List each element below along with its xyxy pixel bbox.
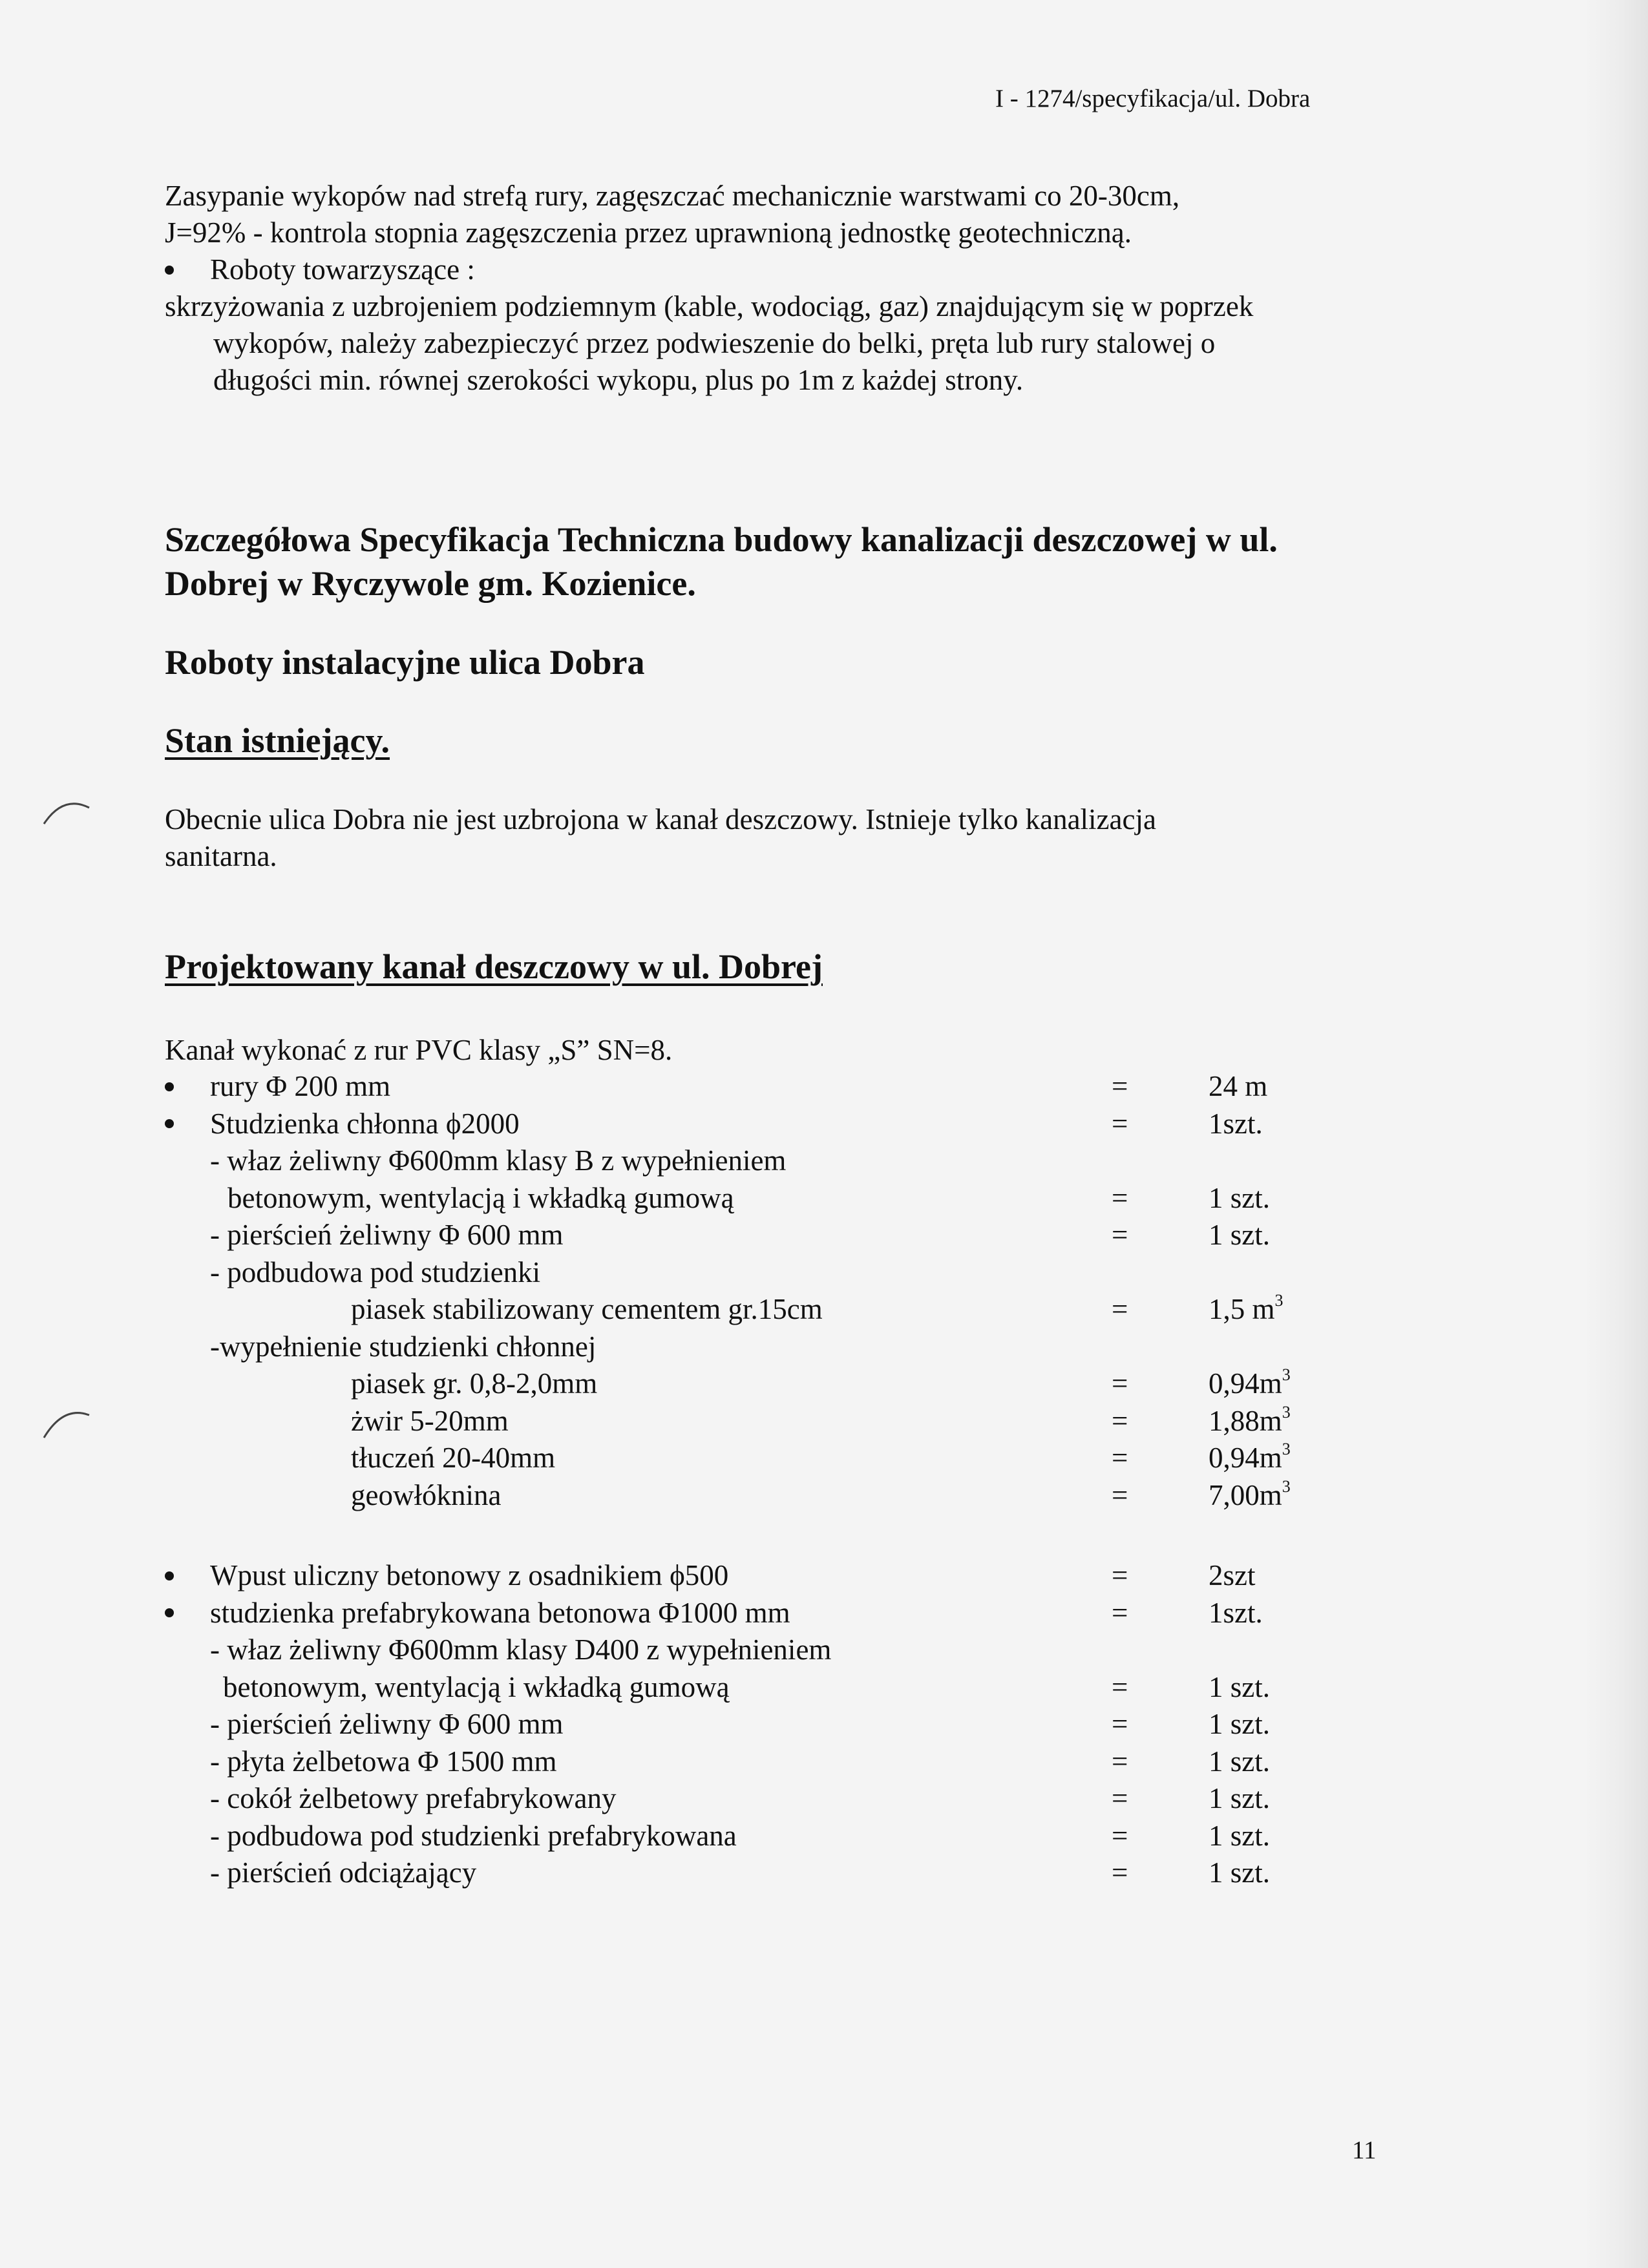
item-description: żwir 5-20mm bbox=[351, 1404, 509, 1437]
item-description: Wpust uliczny betonowy z osadnikiem ϕ500 bbox=[210, 1559, 729, 1591]
item-quantity: 2szt bbox=[1209, 1559, 1256, 1591]
item-description: - właz żeliwny Φ600mm klasy D400 z wypełnieniem bbox=[210, 1633, 832, 1666]
item-description: -wypełnienie studzienki chłonnej bbox=[210, 1330, 597, 1363]
equals-sign: = bbox=[1112, 1819, 1128, 1852]
item-description: piasek gr. 0,8-2,0mm bbox=[351, 1367, 598, 1400]
section-heading-existing: Stan istniejący. bbox=[165, 721, 390, 760]
equals-sign: = bbox=[1112, 1219, 1128, 1251]
list-item bbox=[0, 1707, 1648, 1744]
item-description: rury Φ 200 mm bbox=[210, 1070, 391, 1102]
list-item bbox=[0, 1367, 1648, 1403]
equals-sign: = bbox=[1112, 1404, 1128, 1437]
list-item bbox=[0, 1781, 1648, 1818]
unit-exponent: 3 bbox=[1282, 1476, 1291, 1496]
equals-sign: = bbox=[1112, 1107, 1128, 1140]
list-item bbox=[0, 1069, 1648, 1106]
item-quantity: 1 szt. bbox=[1209, 1782, 1270, 1814]
section-existing-line-1: Obecnie ulica Dobra nie jest uzbrojona w kanał deszczowy. Istnieje tylko kanalizacja bbox=[165, 803, 1156, 835]
equals-sign: = bbox=[1112, 1070, 1128, 1102]
list-item bbox=[0, 1255, 1648, 1292]
item-quantity: $1,88m^3$ bbox=[1209, 1402, 1291, 1437]
item-description: - pierścień żeliwny Φ 600 mm bbox=[210, 1708, 564, 1740]
intro-bullet bbox=[165, 251, 475, 288]
item-description: - właz żeliwny Φ600mm klasy B z wypełnieniem bbox=[210, 1144, 787, 1177]
item-description: - podbudowa pod studzienki bbox=[210, 1255, 541, 1288]
list-item bbox=[0, 1292, 1648, 1329]
unit-exponent: 3 bbox=[1282, 1402, 1291, 1422]
equals-sign: = bbox=[1112, 1367, 1128, 1400]
page-title-line-1: Szczegółowa Specyfikacja Techniczna budowy kanalizacji deszczowej w ul. bbox=[165, 520, 1278, 559]
list-item bbox=[0, 1745, 1648, 1781]
item-quantity: 1 szt. bbox=[1209, 1856, 1270, 1889]
equals-sign: = bbox=[1112, 1782, 1128, 1814]
intro-para-line-3: długości min. równej szerokości wykopu, plus po 1m z każdej strony. bbox=[213, 364, 1024, 396]
list-item bbox=[0, 1330, 1648, 1367]
intro-para-line-2: wykopów, należy zabezpieczyć przez podwieszenie do belki, pręta lub rury stalowej o bbox=[213, 327, 1216, 359]
list-item bbox=[0, 1596, 1648, 1633]
list-item bbox=[0, 1441, 1648, 1478]
equals-sign: = bbox=[1112, 1293, 1128, 1325]
intro-para-line-1: skrzyżowania z uzbrojeniem podziemnym (kable, wodociąg, gaz) znajdującym się w poprzek bbox=[165, 290, 1254, 322]
list-item bbox=[0, 1107, 1648, 1144]
equals-sign: = bbox=[1112, 1856, 1128, 1889]
page-number: 11 bbox=[1352, 2136, 1377, 2164]
item-description: studzienka prefabrykowana betonowa Φ1000 mm bbox=[210, 1596, 790, 1629]
equals-sign: = bbox=[1112, 1478, 1128, 1511]
equals-sign: = bbox=[1112, 1596, 1128, 1629]
list-item bbox=[0, 1181, 1648, 1218]
item-quantity: 24 m bbox=[1209, 1070, 1268, 1102]
item-description: - pierścień żeliwny Φ 600 mm bbox=[210, 1219, 564, 1251]
document-reference: I - 1274/specyfikacja/ul. Dobra bbox=[995, 85, 1311, 112]
item-description: tłuczeń 20-40mm bbox=[351, 1442, 556, 1474]
section-heading-projected: Projektowany kanał deszczowy w ul. Dobrej bbox=[165, 947, 823, 986]
equals-sign: = bbox=[1112, 1181, 1128, 1214]
list-item bbox=[0, 1856, 1648, 1893]
item-quantity: 1 szt. bbox=[1209, 1670, 1270, 1703]
item-description: - podbudowa pod studzienki prefabrykowana bbox=[210, 1819, 737, 1852]
punch-hole-mark-top bbox=[37, 792, 96, 830]
equals-sign: = bbox=[1112, 1745, 1128, 1778]
list-item bbox=[0, 1819, 1648, 1856]
intro-bullet-label: Roboty towarzyszące : bbox=[210, 253, 475, 286]
item-description: geowłóknina bbox=[351, 1478, 502, 1511]
item-description: - płyta żelbetowa Φ 1500 mm bbox=[210, 1745, 557, 1778]
equals-sign: = bbox=[1112, 1708, 1128, 1740]
item-quantity: 1 szt. bbox=[1209, 1219, 1270, 1251]
page-title-line-2: Dobrej w Ryczywole gm. Kozienice. bbox=[165, 564, 696, 603]
list-item bbox=[0, 1144, 1648, 1181]
equals-sign: = bbox=[1112, 1442, 1128, 1474]
intro-line-2: J=92% - kontrola stopnia zagęszczenia przez uprawnioną jednostkę geotechniczną. bbox=[165, 216, 1132, 249]
item-quantity: 1 szt. bbox=[1209, 1745, 1270, 1778]
equals-sign: = bbox=[1112, 1670, 1128, 1703]
item-quantity: 1 szt. bbox=[1209, 1819, 1270, 1852]
unit-exponent: 3 bbox=[1274, 1291, 1284, 1310]
list-item bbox=[0, 1633, 1648, 1670]
item-quantity: 1szt. bbox=[1209, 1596, 1263, 1629]
bullet-icon bbox=[165, 1596, 174, 1630]
subtitle: Roboty instalacyjne ulica Dobra bbox=[165, 643, 645, 682]
equals-sign: = bbox=[1112, 1559, 1128, 1591]
item-quantity: 1 szt. bbox=[1209, 1708, 1270, 1740]
item-description: Studzienka chłonna ϕ2000 bbox=[210, 1107, 520, 1140]
bullet-icon bbox=[165, 1559, 174, 1592]
section-existing-line-2: sanitarna. bbox=[165, 840, 277, 872]
item-quantity: 1,5 $m^3$ bbox=[1209, 1291, 1284, 1325]
item-quantity: 1szt. bbox=[1209, 1107, 1263, 1140]
item-quantity: $0,94m^3$ bbox=[1209, 1365, 1291, 1400]
intro-line-1: Zasypanie wykopów nad strefą rury, zagęszczać mechanicznie warstwami co 20-30cm, bbox=[165, 180, 1180, 212]
item-description: betonowym, wentylacją i wkładką gumową bbox=[223, 1670, 730, 1703]
item-quantity: $7,00m^3$ bbox=[1209, 1476, 1291, 1511]
list-item bbox=[0, 1478, 1648, 1515]
list-item bbox=[0, 1670, 1648, 1707]
item-quantity: 1 szt. bbox=[1209, 1181, 1270, 1214]
unit-exponent: 3 bbox=[1282, 1365, 1291, 1384]
list-item bbox=[0, 1404, 1648, 1441]
list-item bbox=[0, 1559, 1648, 1595]
unit-exponent: 3 bbox=[1282, 1440, 1291, 1458]
list-item bbox=[0, 1218, 1648, 1255]
bullet-icon bbox=[165, 1069, 174, 1103]
bullet-icon bbox=[165, 1107, 174, 1140]
item-description: piasek stabilizowany cementem gr.15cm bbox=[351, 1293, 823, 1325]
item-quantity: $0,94m^3$ bbox=[1209, 1440, 1291, 1474]
item-description: - cokół żelbetowy prefabrykowany bbox=[210, 1782, 617, 1814]
bullet-icon bbox=[165, 266, 174, 275]
section-projected-intro: Kanał wykonać z rur PVC klasy „S” SN=8. bbox=[165, 1034, 673, 1066]
item-description: - pierścień odciążający bbox=[210, 1856, 477, 1889]
item-description: betonowym, wentylacją i wkładką gumową bbox=[227, 1181, 734, 1214]
